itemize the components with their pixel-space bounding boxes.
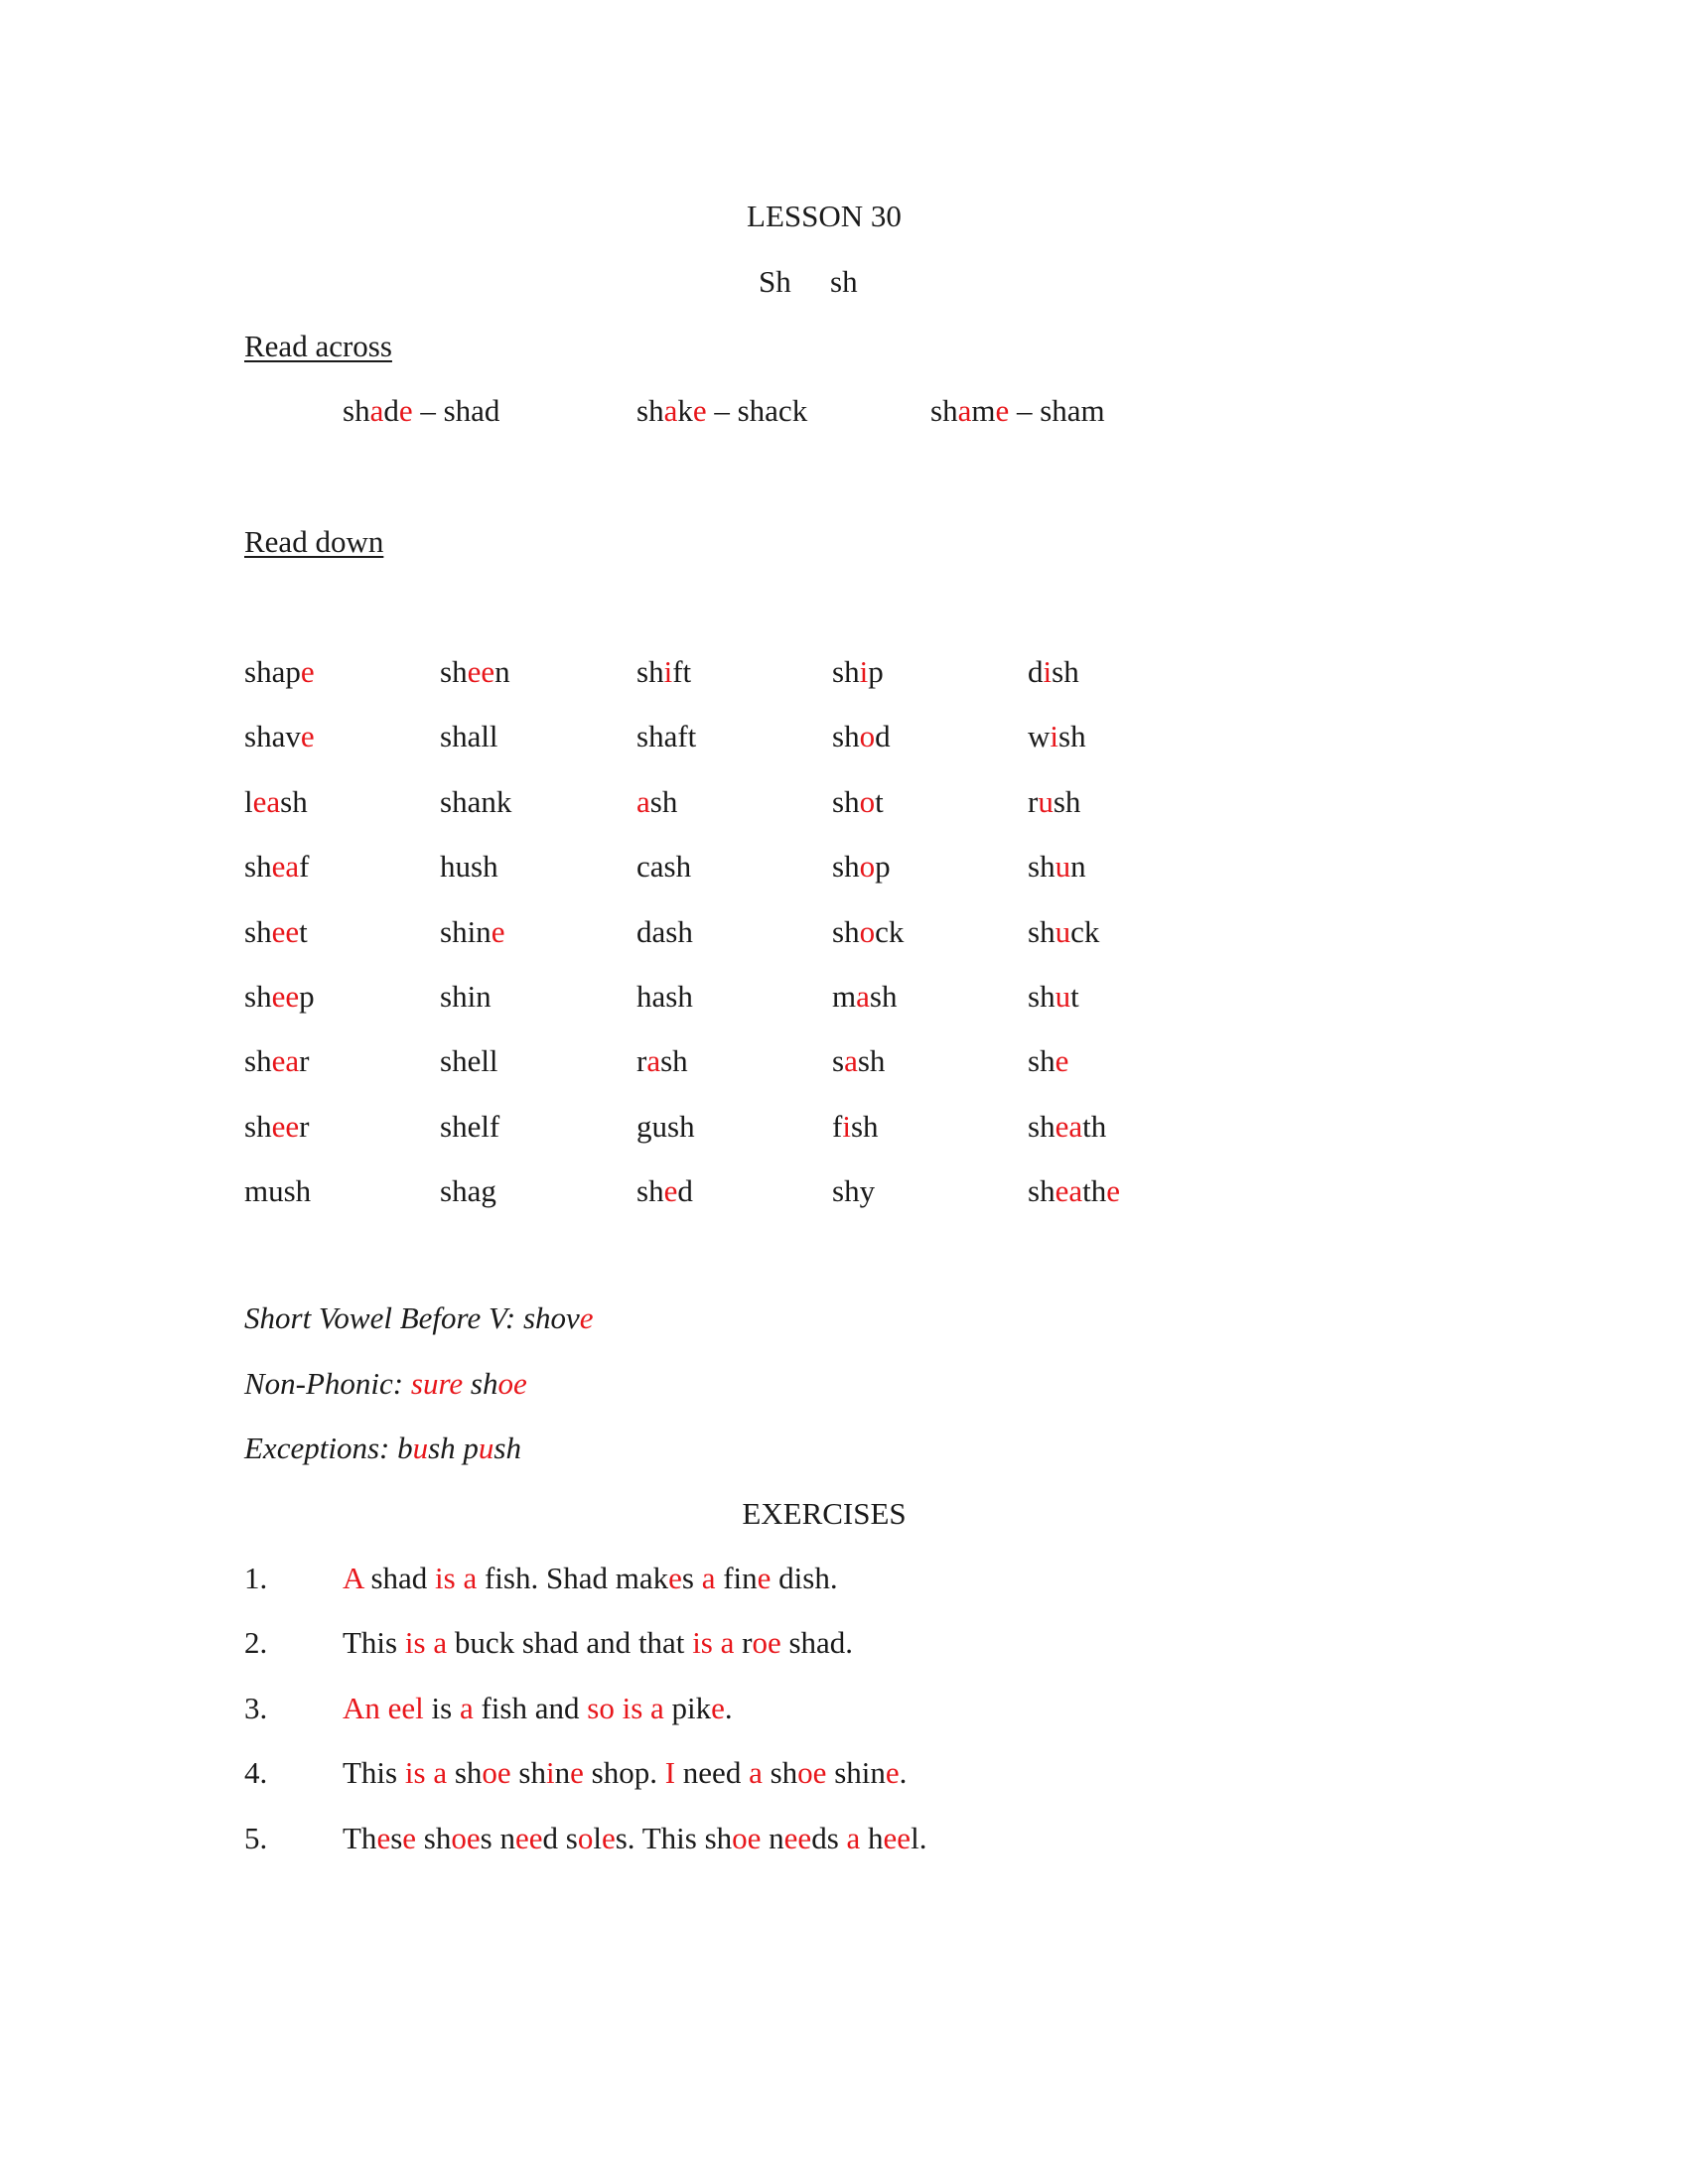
word-cell	[1028, 977, 1079, 1017]
word-cell	[244, 912, 308, 952]
read-across-heading: Read across	[244, 329, 392, 363]
plain-letters: hash	[636, 979, 693, 1014]
plain-letters: – sham	[1009, 393, 1105, 428]
highlighted-letters: i	[842, 1108, 851, 1144]
read-down-heading: Read down	[244, 524, 384, 559]
plain-letters: t	[875, 783, 884, 819]
plain-letters: f	[299, 849, 310, 885]
highlighted-letters: e	[398, 393, 413, 428]
plain-letters: s	[681, 1561, 702, 1595]
word-cell	[1028, 652, 1079, 692]
highlighted-letters: ee	[271, 1108, 300, 1144]
plain-letters: r	[299, 1043, 310, 1079]
plain-letters: need	[675, 1755, 750, 1791]
highlighted-letters: e	[995, 393, 1010, 428]
highlighted-letters: oe	[451, 1820, 481, 1855]
highlighted-letters: e	[402, 1820, 417, 1855]
highlighted-letters: u	[412, 1431, 429, 1465]
plain-letters: p	[299, 979, 315, 1014]
plain-letters: sh	[244, 913, 272, 949]
plain-letters: sh	[1053, 783, 1081, 819]
highlighted-letters: u	[1055, 979, 1071, 1014]
highlighted-letters: a	[369, 393, 384, 428]
highlighted-letters: ea	[271, 849, 300, 885]
subtitle-lower: sh	[830, 264, 858, 299]
highlighted-letters: e	[491, 913, 505, 949]
word-cell	[1028, 1041, 1068, 1081]
plain-letters: fish	[473, 1690, 535, 1725]
highlighted-letters: a	[650, 1690, 664, 1725]
plain-letters: Short Vowel Before V: shov	[244, 1300, 580, 1335]
plain-letters: t	[299, 913, 308, 949]
highlighted-letters: a	[720, 1625, 735, 1661]
highlighted-letters: a	[636, 783, 650, 819]
plain-letters: d	[1028, 654, 1044, 689]
word-cell	[244, 1107, 309, 1147]
plain-letters: shall	[440, 719, 498, 754]
plain-letters: sh	[832, 783, 860, 819]
highlighted-letters: a	[459, 1690, 474, 1725]
highlighted-letters: is	[692, 1625, 713, 1661]
read-across-pair	[930, 391, 1105, 431]
highlighted-letters: ee	[514, 1820, 543, 1855]
highlighted-letters: a	[433, 1625, 448, 1661]
plain-letters: .	[724, 1690, 733, 1725]
plain-letters: dish.	[771, 1561, 838, 1595]
highlighted-letters: e	[663, 1173, 678, 1209]
highlighted-letters: a	[749, 1755, 763, 1791]
page-title: LESSON 30	[747, 199, 902, 233]
plain-letters: sh	[869, 979, 898, 1014]
highlighted-letters: I	[664, 1755, 676, 1791]
plain-letters: s	[832, 1043, 845, 1079]
plain-letters: gush	[636, 1108, 695, 1144]
plain-letters: ck	[1070, 913, 1100, 949]
word-cell	[1028, 717, 1086, 756]
highlighted-letters: e	[692, 393, 707, 428]
word-cell	[636, 912, 693, 952]
plain-letters: th	[1082, 1173, 1107, 1209]
highlighted-letters: is	[435, 1561, 456, 1595]
highlighted-letters: o	[859, 849, 876, 885]
plain-letters: sh	[930, 393, 958, 428]
plain-letters	[713, 1625, 721, 1660]
highlighted-letters: ea	[271, 1043, 300, 1079]
word-cell	[440, 652, 510, 692]
plain-letters: d	[875, 719, 891, 754]
highlighted-letters: e	[1106, 1173, 1120, 1209]
plain-letters: sh	[832, 913, 860, 949]
highlighted-letters: e	[711, 1690, 725, 1725]
highlighted-letters: e	[570, 1755, 584, 1791]
plain-letters: n	[494, 654, 510, 689]
exercise-sentence	[343, 1689, 733, 1728]
word-cell	[244, 977, 315, 1017]
highlighted-letters: a	[663, 393, 678, 428]
plain-letters: fin	[715, 1561, 758, 1595]
highlighted-letters: e	[885, 1755, 900, 1791]
plain-letters: shin	[826, 1755, 886, 1791]
plain-letters: sh	[244, 1108, 272, 1144]
highlighted-letters: e	[300, 719, 315, 754]
highlighted-letters: oe	[482, 1755, 511, 1791]
plain-letters: m	[832, 979, 857, 1014]
highlighted-letters: u	[1055, 849, 1071, 885]
plain-letters: sh	[343, 393, 370, 428]
plain-letters: h	[860, 1820, 884, 1855]
highlighted-letters: oe	[732, 1820, 762, 1855]
plain-letters: hush	[440, 849, 498, 885]
plain-letters: sh	[1052, 654, 1079, 689]
highlighted-letters: eel	[387, 1690, 424, 1725]
word-cell	[832, 1107, 879, 1147]
highlighted-letters: u	[478, 1431, 494, 1465]
word-cell	[440, 717, 498, 756]
word-cell	[832, 717, 891, 756]
subtitle-upper: Sh	[759, 264, 791, 299]
plain-letters: sh	[280, 783, 308, 819]
word-cell	[440, 847, 498, 887]
highlighted-letters: o	[577, 1820, 594, 1855]
word-cell	[440, 1041, 498, 1081]
plain-letters: mush	[244, 1173, 312, 1209]
word-cell	[636, 1171, 693, 1211]
plain-letters: cash	[636, 849, 692, 885]
plain-letters: sh	[649, 783, 678, 819]
exercise-number: 5.	[244, 1820, 268, 1855]
plain-letters: shad.	[780, 1625, 854, 1661]
plain-letters: is	[423, 1690, 460, 1725]
highlighted-letters: e	[601, 1820, 616, 1855]
plain-letters: shin	[440, 979, 492, 1014]
highlighted-letters: ea	[1055, 1173, 1083, 1209]
plain-letters: shop.	[583, 1755, 665, 1791]
highlighted-letters: a	[463, 1561, 478, 1595]
plain-letters: d	[677, 1173, 693, 1209]
plain-letters: and	[586, 1625, 632, 1661]
highlighted-letters: is	[622, 1690, 643, 1725]
plain-letters: ft	[672, 654, 692, 689]
plain-letters: sh	[832, 719, 860, 754]
plain-letters: sh	[493, 1431, 521, 1465]
highlighted-letters: is	[404, 1625, 426, 1661]
highlighted-letters: ea	[1055, 1108, 1083, 1144]
plain-letters: sh	[1028, 979, 1055, 1014]
plain-letters: shin	[440, 913, 492, 949]
exercise-sentence	[343, 1753, 907, 1793]
plain-letters: sh	[463, 1366, 498, 1401]
highlighted-letters: u	[1055, 913, 1071, 949]
plain-letters: d	[383, 393, 399, 428]
plain-letters: p	[875, 849, 891, 885]
word-cell	[1028, 1107, 1106, 1147]
exercise-number: 1.	[244, 1561, 268, 1595]
word-cell	[832, 652, 884, 692]
plain-letters: sh	[1028, 913, 1055, 949]
plain-letters: shav	[244, 719, 301, 754]
word-cell	[636, 977, 693, 1017]
plain-letters: – shack	[706, 393, 808, 428]
plain-letters: sh	[850, 1108, 879, 1144]
read-across-pair	[343, 391, 499, 431]
word-cell	[244, 847, 309, 887]
plain-letters: n	[1070, 849, 1086, 885]
highlighted-letters: oe	[497, 1366, 527, 1401]
plain-letters: sh	[510, 1755, 546, 1791]
word-cell	[244, 652, 315, 692]
highlighted-letters: ee	[271, 979, 300, 1014]
highlighted-letters: ee	[467, 654, 495, 689]
plain-letters: k	[677, 393, 693, 428]
plain-letters: d s	[542, 1820, 578, 1855]
plain-letters	[615, 1691, 623, 1725]
highlighted-letters: e	[1055, 1043, 1069, 1079]
word-cell	[440, 1171, 496, 1211]
plain-letters: r	[299, 1108, 310, 1144]
plain-letters: sh	[636, 654, 664, 689]
word-cell	[832, 1041, 885, 1081]
exercises-heading: EXERCISES	[742, 1496, 907, 1531]
word-cell	[636, 652, 691, 692]
plain-letters: s n	[480, 1820, 515, 1855]
word-cell	[440, 1107, 499, 1147]
word-cell	[636, 717, 696, 756]
plain-letters: sh	[440, 654, 468, 689]
note-short-vowel	[244, 1298, 594, 1338]
word-cell	[1028, 912, 1099, 952]
plain-letters	[380, 1691, 388, 1725]
read-across-pair	[636, 391, 807, 431]
plain-letters: sh	[244, 849, 272, 885]
plain-letters: sh	[416, 1820, 452, 1855]
highlighted-letters: e	[579, 1300, 594, 1335]
plain-letters: sh	[832, 654, 860, 689]
exercise-number: 2.	[244, 1625, 268, 1661]
word-cell	[440, 977, 492, 1017]
exercise-number: 3.	[244, 1690, 268, 1725]
word-cell	[636, 1041, 688, 1081]
highlighted-letters: e	[300, 654, 315, 689]
word-cell	[636, 1107, 695, 1147]
highlighted-letters: A	[343, 1561, 363, 1595]
highlighted-letters: oe	[797, 1755, 827, 1791]
highlighted-letters: i	[859, 654, 869, 689]
plain-letters: shy	[832, 1173, 876, 1209]
plain-letters: shaft	[636, 719, 697, 754]
plain-letters: r	[636, 1043, 647, 1079]
plain-letters: sh	[1058, 719, 1086, 754]
exercise-sentence	[343, 1819, 926, 1858]
plain-letters: sh p	[428, 1431, 479, 1465]
plain-letters: sh	[1028, 1173, 1055, 1209]
plain-letters: shag	[440, 1173, 496, 1209]
word-cell	[244, 1041, 309, 1081]
exercise-sentence	[343, 1559, 838, 1598]
word-cell	[832, 1171, 875, 1211]
highlighted-letters: e	[668, 1561, 682, 1595]
highlighted-letters: ee	[783, 1820, 812, 1855]
highlighted-letters: so	[587, 1690, 615, 1725]
plain-letters: Th	[343, 1820, 377, 1855]
plain-letters: l	[593, 1820, 602, 1855]
plain-letters: shad	[362, 1561, 436, 1595]
plain-letters: l.	[911, 1820, 927, 1855]
plain-letters: buck shad	[447, 1625, 587, 1661]
plain-letters: s. This sh	[615, 1820, 733, 1855]
plain-letters: sh	[1028, 1108, 1055, 1144]
plain-letters: pik	[663, 1690, 712, 1725]
highlighted-letters: o	[859, 719, 876, 754]
plain-letters: shap	[244, 654, 301, 689]
plain-letters: n	[554, 1755, 571, 1791]
highlighted-letters: oe	[752, 1625, 781, 1661]
plain-letters	[642, 1691, 650, 1725]
exercise-sentence	[343, 1623, 853, 1663]
plain-letters: This	[343, 1625, 405, 1661]
highlighted-letters: u	[1038, 783, 1054, 819]
plain-letters: sh	[832, 849, 860, 885]
highlighted-letters: a	[856, 979, 870, 1014]
plain-letters: r	[734, 1625, 753, 1661]
plain-letters: dash	[636, 913, 693, 949]
plain-letters: shell	[440, 1043, 498, 1079]
plain-letters: Exceptions: b	[244, 1431, 413, 1465]
highlighted-letters: i	[1043, 654, 1053, 689]
highlighted-letters: a	[701, 1561, 716, 1595]
word-cell	[1028, 847, 1086, 887]
word-cell	[832, 782, 884, 822]
highlighted-letters: ee	[271, 913, 300, 949]
plain-letters: sh	[857, 1043, 886, 1079]
highlighted-letters: a	[846, 1820, 861, 1855]
word-cell	[636, 847, 691, 887]
plain-letters: sh	[244, 979, 272, 1014]
plain-letters: sh	[636, 1173, 664, 1209]
word-cell	[636, 782, 677, 822]
plain-letters: p	[868, 654, 884, 689]
plain-letters: n	[761, 1820, 784, 1855]
highlighted-letters: i	[663, 654, 673, 689]
word-cell	[1028, 1171, 1120, 1211]
plain-letters: ds	[811, 1820, 847, 1855]
plain-letters: r	[1028, 783, 1039, 819]
word-cell	[440, 912, 504, 952]
plain-letters: l	[244, 783, 253, 819]
word-cell	[244, 782, 308, 822]
plain-letters: sh	[636, 393, 664, 428]
plain-letters: s	[390, 1820, 403, 1855]
plain-letters: sh	[660, 1043, 688, 1079]
plain-letters: sh	[1028, 849, 1055, 885]
word-cell	[832, 847, 891, 887]
plain-letters: sh	[244, 1043, 272, 1079]
highlighted-letters: sure	[410, 1366, 464, 1401]
plain-letters: sh	[447, 1755, 483, 1791]
plain-letters: .	[899, 1755, 908, 1791]
word-cell	[832, 977, 897, 1017]
plain-letters: shank	[440, 783, 512, 819]
note-exceptions	[244, 1429, 521, 1468]
plain-letters: – shad	[412, 393, 500, 428]
highlighted-letters: i	[1050, 719, 1059, 754]
highlighted-letters: a	[433, 1755, 448, 1791]
highlighted-letters: o	[859, 783, 876, 819]
highlighted-letters: is	[404, 1755, 426, 1791]
highlighted-letters: o	[859, 913, 876, 949]
highlighted-letters: a	[844, 1043, 858, 1079]
plain-letters: sh	[1028, 1043, 1055, 1079]
plain-letters: sh	[762, 1755, 798, 1791]
plain-letters: fish. Shad mak	[477, 1561, 669, 1595]
plain-letters: f	[832, 1108, 843, 1144]
plain-letters: t	[1070, 979, 1079, 1014]
word-cell	[244, 1171, 311, 1211]
highlighted-letters: ea	[252, 783, 281, 819]
plain-letters: and	[534, 1690, 580, 1725]
plain-letters: This	[343, 1755, 405, 1791]
word-cell	[440, 782, 511, 822]
plain-letters: th	[1082, 1108, 1107, 1144]
plain-letters: that	[631, 1625, 693, 1661]
exercise-number: 4.	[244, 1755, 268, 1791]
highlighted-letters: a	[646, 1043, 661, 1079]
word-cell	[244, 717, 315, 756]
highlighted-letters: An	[343, 1690, 380, 1725]
word-cell	[832, 912, 904, 952]
note-non-phonic	[244, 1364, 527, 1404]
highlighted-letters: a	[957, 393, 972, 428]
plain-letters: w	[1028, 719, 1051, 754]
highlighted-letters: ee	[883, 1820, 912, 1855]
highlighted-letters: i	[546, 1755, 555, 1791]
highlighted-letters: e	[376, 1820, 391, 1855]
plain-letters: shelf	[440, 1108, 500, 1144]
word-cell	[1028, 782, 1080, 822]
highlighted-letters: e	[757, 1561, 772, 1595]
plain-letters: ck	[875, 913, 905, 949]
plain-letters: m	[971, 393, 996, 428]
plain-letters: Non-Phonic:	[244, 1366, 411, 1401]
